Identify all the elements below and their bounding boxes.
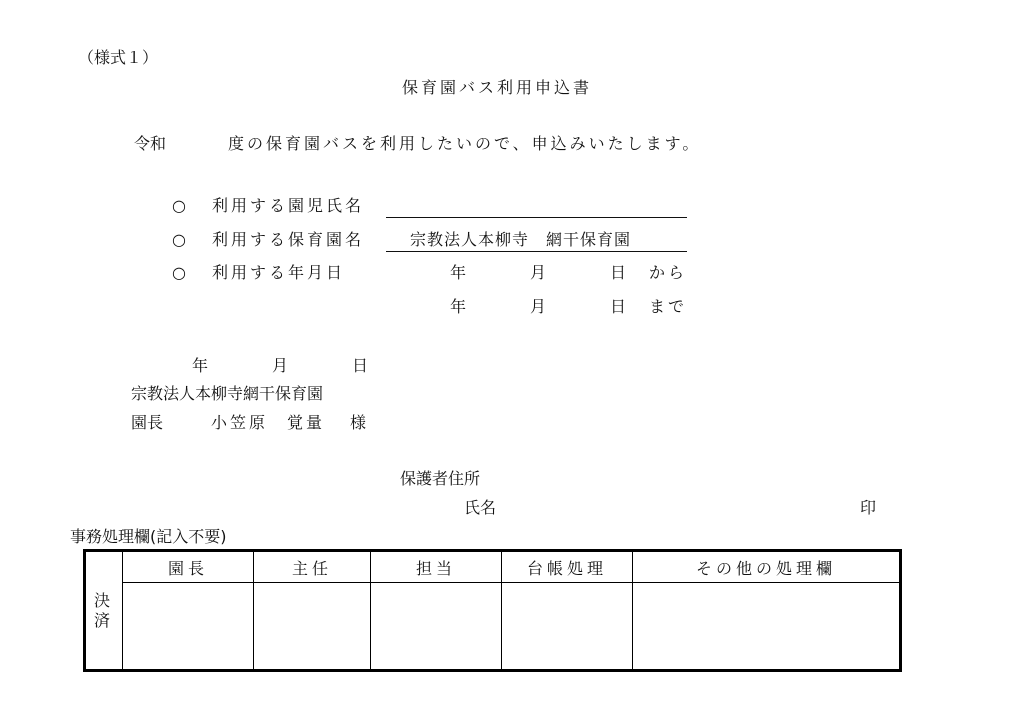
bullet-icon: ○ xyxy=(172,196,186,215)
child-name-input-line[interactable] xyxy=(386,217,687,218)
to-year: 年 xyxy=(450,297,467,316)
submit-day: 日 xyxy=(352,356,369,375)
from-suffix: から xyxy=(649,263,688,282)
guardian-name-label: 氏名 xyxy=(464,498,497,517)
bullet-icon: ○ xyxy=(172,230,186,249)
addressee-honorific: 様 xyxy=(350,413,367,432)
col-header-ledger: 台帳処理 xyxy=(502,551,633,583)
stamp-cell-director[interactable] xyxy=(123,583,254,671)
office-approval-table xyxy=(83,549,902,672)
col-header-chief: 主任 xyxy=(254,551,371,583)
col-header-director: 園長 xyxy=(123,551,254,583)
to-day: 日 xyxy=(610,297,627,316)
addressee-title: 園長 xyxy=(131,413,164,432)
addressee-name: 小笠原 覚量 xyxy=(211,413,326,432)
to-suffix: まで xyxy=(649,297,688,316)
child-name-label: 利用する園児氏名 xyxy=(212,196,365,215)
submit-year: 年 xyxy=(192,356,209,375)
stamp-cell-chief[interactable] xyxy=(254,583,371,671)
form-number: （様式１） xyxy=(78,48,159,67)
date-label: 利用する年月日 xyxy=(212,263,346,282)
intro-text: 度の保育園バスを利用したいので、申込みいたします。 xyxy=(228,134,702,153)
approval-label-char-2: 済 xyxy=(93,610,114,630)
from-year: 年 xyxy=(450,263,467,282)
office-use-label: 事務処理欄(記入不要) xyxy=(70,527,227,546)
to-month: 月 xyxy=(530,297,547,316)
stamp-cell-other[interactable] xyxy=(633,583,901,671)
bullet-icon: ○ xyxy=(172,263,186,282)
addressee-org: 宗教法人本柳寺網干保育園 xyxy=(131,384,324,403)
seal-mark: 印 xyxy=(860,498,877,517)
from-day: 日 xyxy=(610,263,627,282)
stamp-cell-ledger[interactable] xyxy=(502,583,633,671)
guardian-address-label: 保護者住所 xyxy=(400,469,481,488)
submit-month: 月 xyxy=(272,356,289,375)
from-month: 月 xyxy=(530,263,547,282)
approval-row-label xyxy=(85,551,123,671)
intro-era: 令和 xyxy=(134,134,167,153)
approval-label-char-1: 決 xyxy=(93,590,114,610)
nursery-underline xyxy=(386,251,687,252)
nursery-value: 宗教法人本柳寺 網干保育園 xyxy=(410,230,632,249)
col-header-staff: 担当 xyxy=(371,551,502,583)
stamp-cell-staff[interactable] xyxy=(371,583,502,671)
nursery-label: 利用する保育園名 xyxy=(212,230,365,249)
document-title: 保育園バス利用申込書 xyxy=(402,78,593,97)
col-header-other: その他の処理欄 xyxy=(633,551,901,583)
